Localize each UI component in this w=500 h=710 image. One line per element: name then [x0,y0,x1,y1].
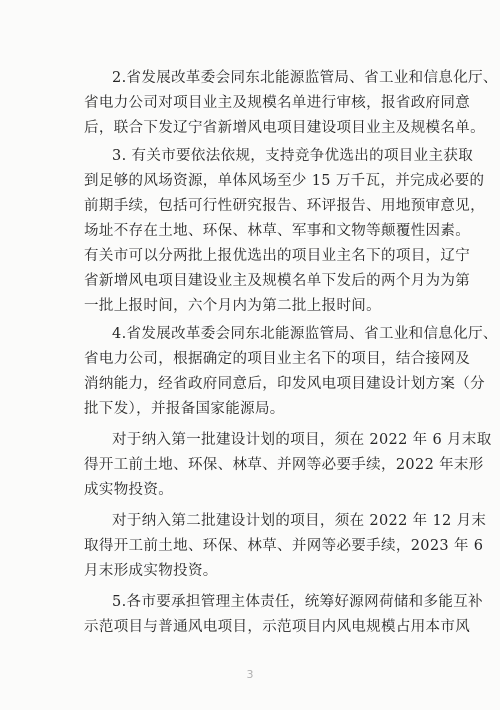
page-number: 3 [246,668,254,681]
text-line: 取得开工前土地、环保、林草、并网等必要手续，2023 年 6 [84,538,484,554]
paragraph-5 [84,590,483,640]
paragraph-first-batch [84,428,492,503]
text-line: 后，联合下发辽宁省新增风电项目建设项目业主及规模名单。 [84,120,485,136]
text-line: 得开工前土地、环保、林草、并网等必要手续，2022 年末形 [84,457,484,473]
paragraph-4 [84,322,498,422]
text-line: 成实物投资。 [84,482,174,498]
text-line: 消纳能力，经省政府同意后，印发风电项目建设计划方案（分 [84,376,485,392]
text-line: 对于纳入第一批建设计划的项目，须在 2022 年 6 月末取 [112,432,492,448]
text-line: 月末形成实物投资。 [84,563,218,579]
text-line: 3. 有关市要依法依规，支持竞争优选出的项目业主获取 [112,148,474,164]
text-line: 示范项目与普通风电项目，示范项目内风电规模占用本市风 [84,619,471,635]
text-line: 到足够的风场资源，单体风场至少 15 万千瓦，并完成必要的 [84,173,485,189]
document-body [84,66,498,640]
paragraph-3 [84,144,485,319]
paragraph-second-batch [84,509,487,584]
text-line: 4.省发展改革委会同东北能源监管局、省工业和信息化厅、 [112,326,498,342]
text-line: 有关市可以分两批上报优选出的项目业主名下的项目，辽宁 [84,248,471,264]
text-line: 场址不存在土地、环保、林草、军事和文物等颠覆性因素。 [84,223,471,239]
text-line: 2.省发展改革委会同东北能源监管局、省工业和信息化厅、 [112,70,498,86]
text-line: 批下发），并报备国家能源局。 [84,401,285,417]
text-line: 对于纳入第二批建设计划的项目，须在 2022 年 12 月末 [112,513,487,529]
text-line: 省电力公司，根据确定的项目业主名下的项目，结合接网及 [84,351,471,367]
text-line: 省新增风电项目建设业主及规模名单下发后的两个月为为第 [84,273,471,289]
text-line: 一批上报时间，六个月内为第二批上报时间。 [84,298,381,314]
paragraph-2 [84,66,498,141]
text-line: 前期手续，包括可行性研究报告、环评报告、用地预审意见， [84,198,485,214]
text-line: 5.各市要承担管理主体责任，统筹好源网荷储和多能互补 [112,594,483,610]
text-line: 省电力公司对项目业主及规模名单进行审核，报省政府同意 [84,95,471,111]
